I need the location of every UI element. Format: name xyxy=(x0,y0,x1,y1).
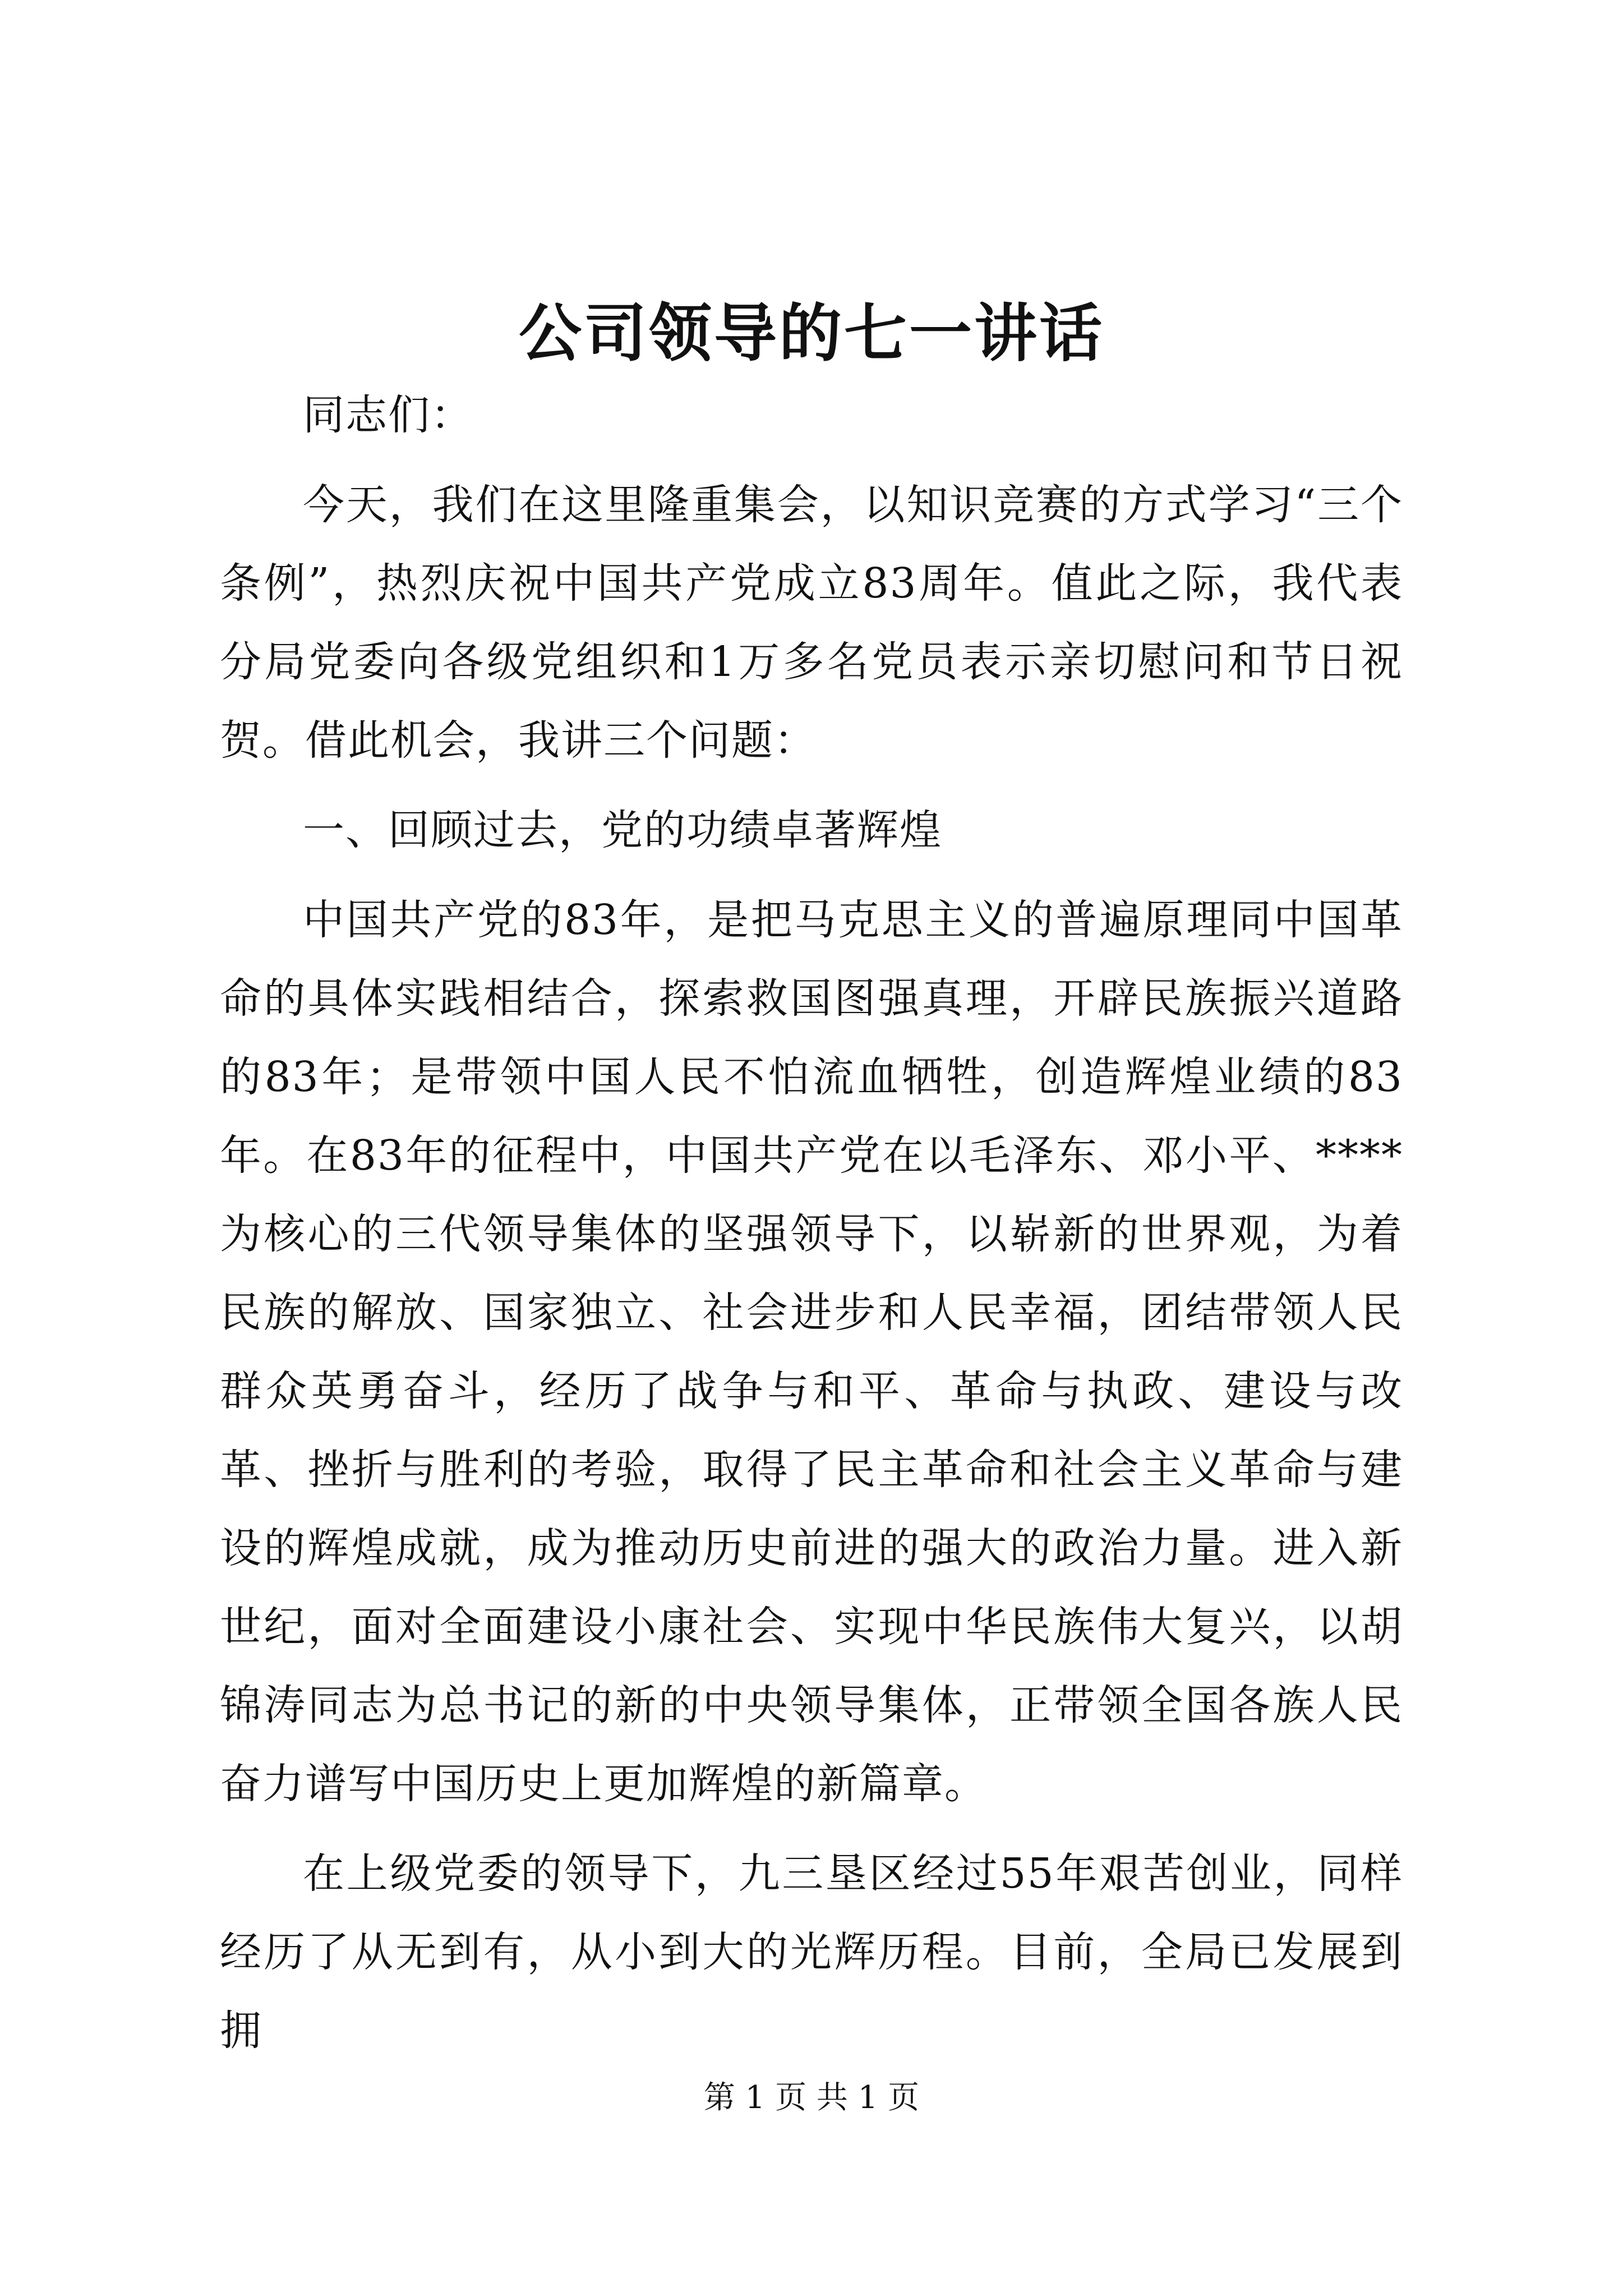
salutation-paragraph: 同志们： xyxy=(303,391,473,439)
intro-paragraph: 今天，我们在这里隆重集会，以知识竞赛的方式学习“三个条例”，热烈庆祝中国共产党成立83周年。值此之际，我代表分局党委向各级党组织和1万多名党员表示亲切慰问和节日祝贺。借此机会，我讲三个问题： xyxy=(220,481,1403,765)
section-heading-1: 一、回顾过去，党的功绩卓著辉煌 xyxy=(303,806,942,854)
reclamation-paragraph: 在上级党委的领导下，九三垦区经过55年艰苦创业，同样经历了从无到有，从小到大的光辉历程。目前，全局已发展到拥 xyxy=(220,1849,1403,2055)
document-title: 公司领导的七一讲话 xyxy=(519,297,1104,370)
page-number-footer: 第 1 页 共 1 页 xyxy=(703,2079,920,2116)
history-paragraph: 中国共产党的83年，是把马克思主义的普遍原理同中国革命的具体实践相结合，探索救国图强真理，开辟民族振兴道路的83年；是带领中国人民不怕流血牺牲，创造辉煌业绩的83年。在83年的征程中，中国共产党在以毛泽东、邓小平、****为核心的三代领导集体的坚强领导下，以崭新的世界观，为着民族的解放、国家独立、社会进步和人民幸福，团结带领人民群众英勇奋斗，经历了战争与和平、革命与执政、建设与改革、挫折与胜利的考验，取得了民主革命和社会主义革命与建设的辉煌成就，成为推动历史前进的强大的政治力量。进入新世纪，面对全面建设小康社会、实现中华民族伟大复兴，以胡锦涛同志为总书记的新的中央领导集体，正带领全国各族人民奋力谱写中国历史上更加辉煌的新篇章。 xyxy=(220,896,1403,1808)
document-body xyxy=(220,376,1403,2070)
